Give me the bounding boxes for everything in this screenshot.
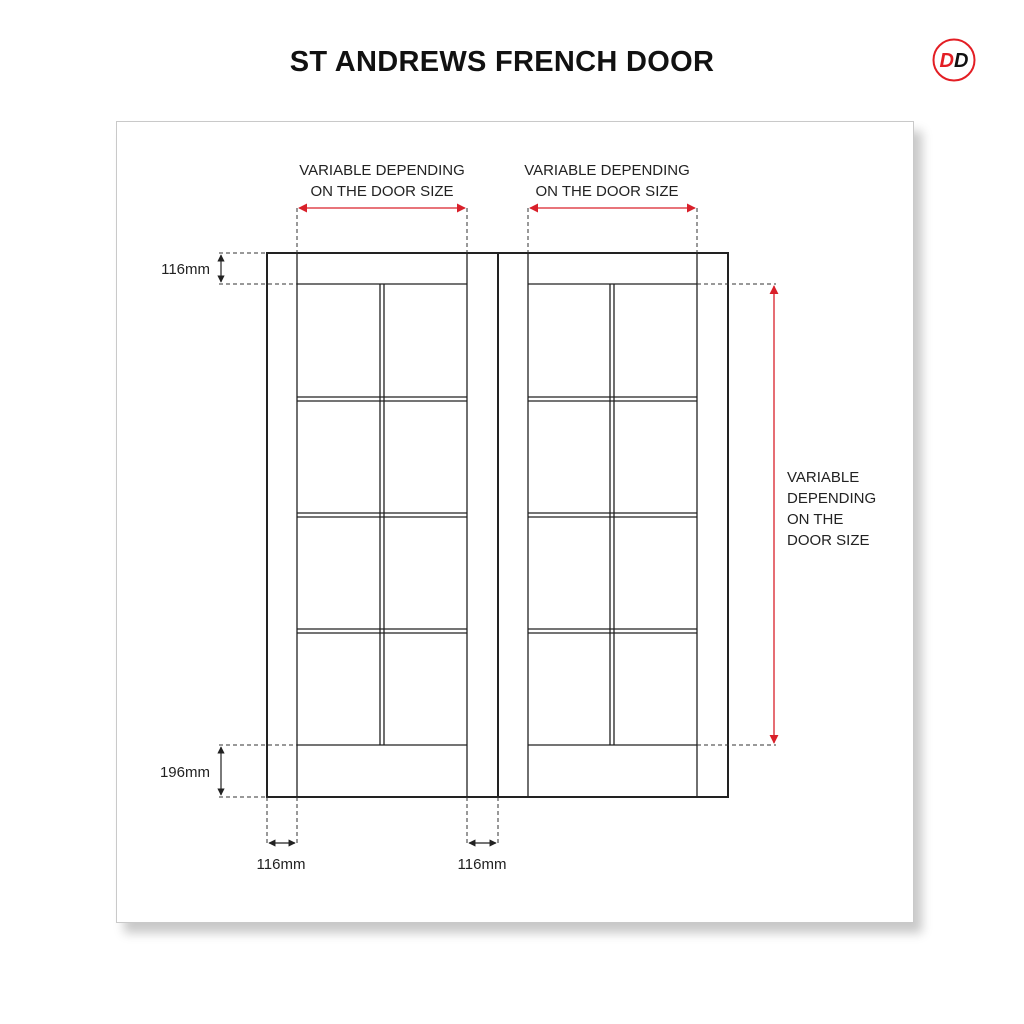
left-door-leaf <box>267 253 498 797</box>
top-rail-label: 116mm <box>161 261 210 278</box>
svg-text:DD: DD <box>939 50 969 72</box>
height-label-line1: VARIABLE <box>787 469 860 486</box>
height-label-line3: ON THE <box>787 511 844 528</box>
meeting-stile-label: 116mm <box>457 856 507 873</box>
left-width-label-line1: VARIABLE DEPENDING <box>299 162 465 179</box>
right-door-leaf <box>498 253 728 797</box>
left-width-label-line2: ON THE DOOR SIZE <box>310 183 454 200</box>
page-title: ST ANDREWS FRENCH DOOR <box>289 46 715 78</box>
right-width-label-line1: VARIABLE DEPENDING <box>524 162 690 179</box>
stile-label: 116mm <box>256 856 306 873</box>
height-label-line2: DEPENDING <box>787 490 877 507</box>
right-width-label-line2: ON THE DOOR SIZE <box>535 183 679 200</box>
height-label-line4: DOOR SIZE <box>787 532 870 549</box>
bottom-rail-label: 196mm <box>159 764 210 781</box>
